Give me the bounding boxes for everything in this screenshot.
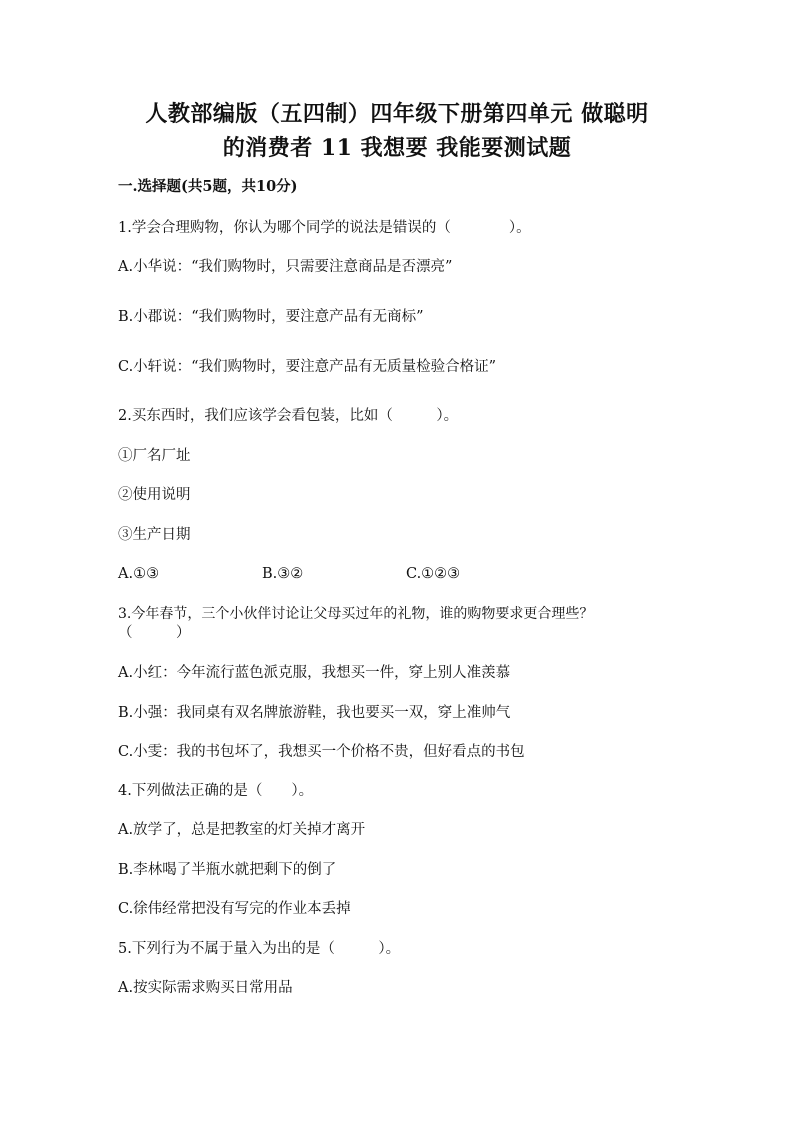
question-2-option-c: C.①②③ <box>406 566 461 582</box>
question-4-option-a: A.放学了，总是把教室的灯关掉才离开 <box>118 822 366 838</box>
question-2-stem: 2.买东西时，我们应该学会看包装，比如（ ）。 <box>118 408 459 424</box>
question-3-option-a: A.小红：今年流行蓝色派克服，我想买一件，穿上别人准羡慕 <box>118 665 511 681</box>
question-2-item-1: ①厂名厂址 <box>118 448 191 464</box>
page-title-line-2: 的消费者 11 我想要 我能要测试题 <box>222 135 572 161</box>
question-2-item-2: ②使用说明 <box>118 487 191 503</box>
question-5-stem: 5.下列行为不属于量入为出的是（ ）。 <box>118 941 401 957</box>
question-3-stem-line-1: 3.今年春节，三个小伙伴讨论让父母买过年的礼物，谁的购物要求更合理些？ <box>118 606 594 622</box>
question-1-stem: 1.学会合理购物，你认为哪个同学的说法是错误的（ ）。 <box>118 220 531 236</box>
question-2-item-3: ③生产日期 <box>118 527 191 543</box>
question-1-option-b: B.小郡说：“我们购物时，要注意产品有无商标” <box>118 309 424 325</box>
question-2-option-a: A.①③ <box>118 566 160 582</box>
question-3-stem-line-2: （ ） <box>118 625 191 641</box>
question-1-option-c: C.小轩说：“我们购物时，要注意产品有无质量检验合格证” <box>118 359 497 375</box>
section-heading: 一.选择题(共5题，共10分) <box>118 178 298 195</box>
question-3-option-c: C.小雯：我的书包坏了，我想买一个价格不贵，但好看点的书包 <box>118 744 525 760</box>
question-2-option-b: B.③② <box>262 566 304 582</box>
question-1-option-a: A.小华说：“我们购物时，只需要注意商品是否漂亮” <box>118 259 453 275</box>
question-5-option-a: A.按实际需求购买日常用品 <box>118 980 293 996</box>
question-4-stem: 4.下列做法正确的是（ ）。 <box>118 783 314 799</box>
page-title-line-1: 人教部编版（五四制）四年级下册第四单元 做聪明 <box>145 101 649 127</box>
question-4-option-c: C.徐伟经常把没有写完的作业本丢掉 <box>118 901 351 917</box>
question-3-option-b: B.小强：我同桌有双名牌旅游鞋，我也要买一双，穿上准帅气 <box>118 705 511 721</box>
question-4-option-b: B.李林喝了半瓶水就把剩下的倒了 <box>118 862 337 878</box>
